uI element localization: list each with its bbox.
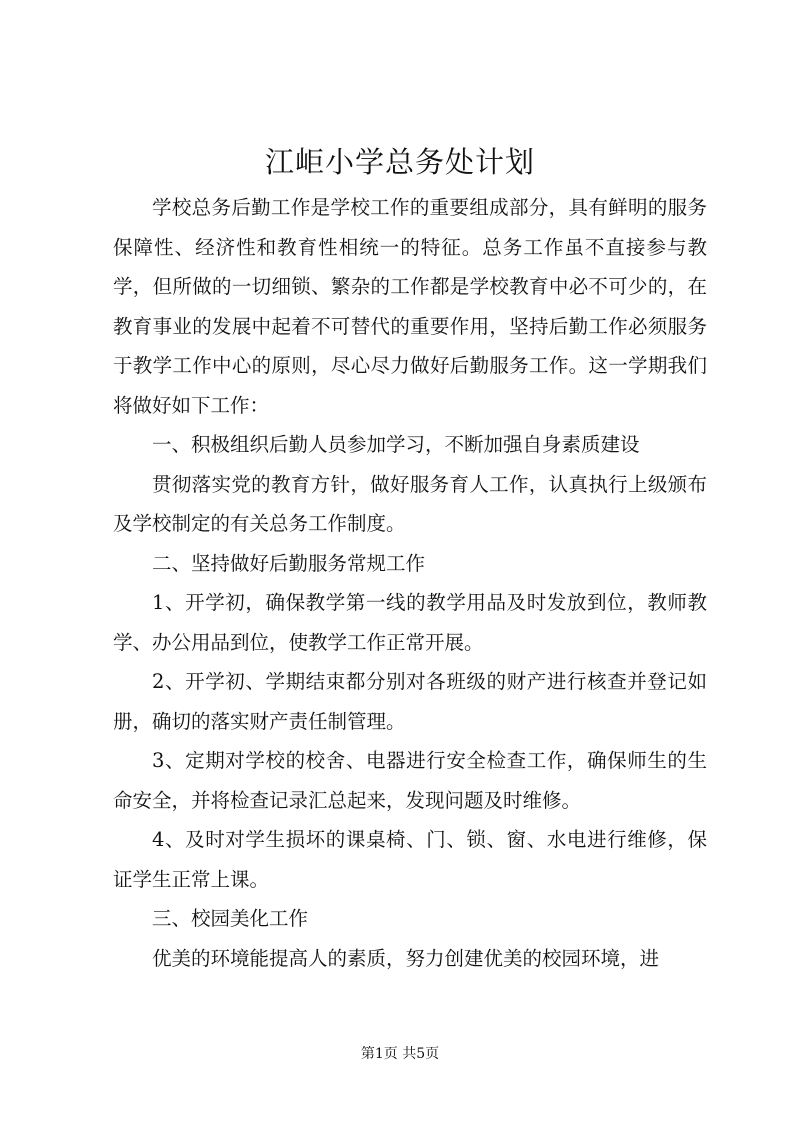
section-heading-2: 二、坚持做好后勤服务常规工作: [152, 551, 426, 575]
section-2-item-3: 3、定期对学校的校舍、电器进行安全检查工作，确保师生的生命安全，并将检查记录汇总起来，发现问题及时维修。: [113, 749, 707, 812]
section-2-item-1: 1、开学初，确保教学第一线的教学用品及时发放到位，教师教学、办公用品到位，使教学工作正常开展。: [113, 591, 707, 654]
intro-paragraph: 学校总务后勤工作是学校工作的重要组成部分，具有鲜明的服务保障性、经济性和教育性相统一的特征。总务工作虽不直接参与教学，但所做的一切细锁、繁杂的工作都是学校教育中必不可少的，在教育事业的发展中起着不可替代的重要作用，坚持后勤工作必须服务于教学工作中心的原则，尽心尽力做好后勤服务工作。这一学期我们将做好如下工作：: [113, 196, 707, 417]
section-1-paragraph: 贯彻落实党的教育方针，做好服务育人工作，认真执行上级颁布及学校制定的有关总务工作制度。: [113, 472, 707, 535]
section-2-item-4: 4、及时对学生损坏的课桌椅、门、锁、窗、水电进行维修，保证学生正常上课。: [113, 828, 707, 891]
document-title: 江岠小学总务处计划: [264, 145, 535, 179]
section-2-item-2: 2、开学初、学期结束都分别对各班级的财产进行核查并登记如册，确切的落实财产责任制管理。: [113, 670, 707, 733]
section-3-paragraph: 优美的环境能提高人的素质，努力创建优美的校园环境，进: [152, 946, 660, 970]
page-footer: 第1页 共5页: [360, 1046, 440, 1062]
section-heading-3: 三、校园美化工作: [152, 907, 309, 930]
section-heading-1: 一、积极组织后勤人员参加学习，不断加强自身素质建设: [152, 433, 640, 456]
document-body: [113, 188, 707, 978]
